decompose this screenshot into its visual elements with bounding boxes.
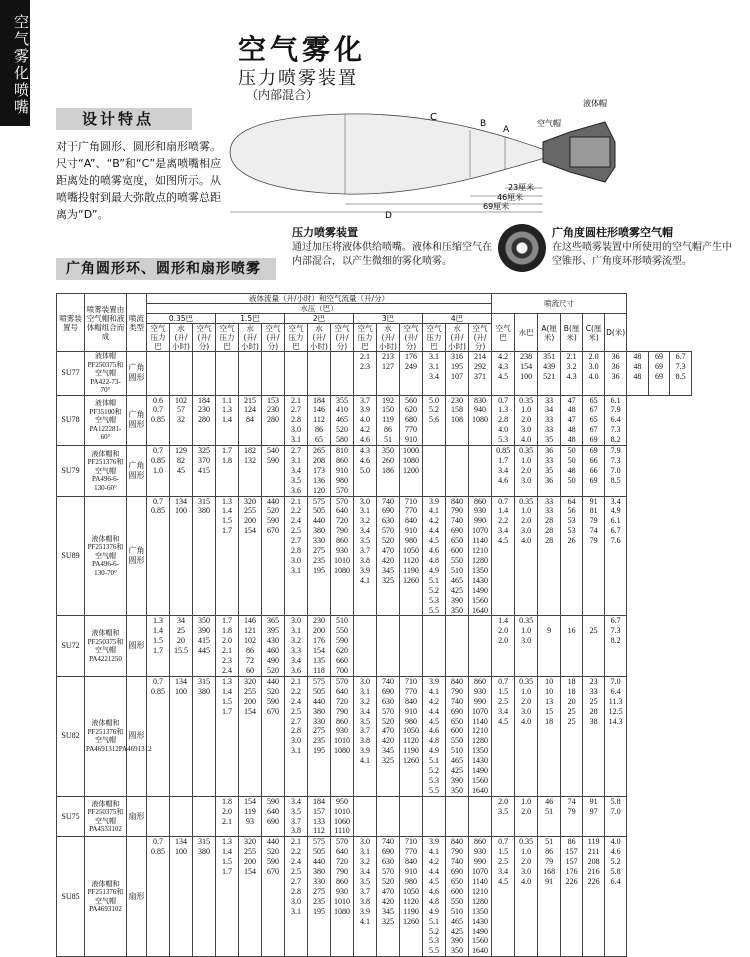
cell-value: 440 520 590 670 xyxy=(262,496,285,616)
cell-value: 2.0 3.0 4.0 xyxy=(583,352,605,396)
cell-value: 153 230 280 xyxy=(262,395,285,446)
cell-value: 0.7 1.5 2.5 3.4 4.5 xyxy=(492,676,515,796)
cell-value: 0.85 1.7 3.4 4.6 xyxy=(492,446,515,497)
cell-value: 2.1 2.2 2.4 2.5 2.7 2.8 3.0 3.1 xyxy=(285,837,308,957)
cell-value xyxy=(446,796,469,837)
cell-value: 214 292 371 xyxy=(469,352,492,396)
cell-value: 51 86 79 168 91 xyxy=(538,837,561,957)
cell-value: 10 10 13 15 18 xyxy=(538,676,561,796)
cell-value: 0.35 1.0 2.0 3.0 4.0 xyxy=(515,496,538,616)
cell-value: 315 380 xyxy=(193,837,216,957)
cell-value: 540 590 xyxy=(262,446,285,497)
header-dim: D(米) xyxy=(605,314,627,352)
cell-value: 570 640 720 790 860 930 1010 1080 xyxy=(331,496,354,616)
cell-value: 2.1 2.2 2.4 2.5 2.7 2.8 3.0 3.1 xyxy=(285,496,308,616)
spray-cloud xyxy=(230,114,545,194)
page-subsubtitle: （内部混合） xyxy=(246,88,319,102)
cell-value: 3.0 3.1 3.2 3.4 3.5 3.7 3.8 3.9 4.1 xyxy=(354,676,377,796)
cell-value: 1.8 2.0 2.1 xyxy=(216,796,239,837)
cell-value xyxy=(193,796,216,837)
cell-value xyxy=(331,352,354,396)
cell-model: SU89 xyxy=(57,496,85,616)
cell-value: 2.7 3.1 3.4 3.5 3.6 xyxy=(285,446,308,497)
cell-model: SU72 xyxy=(57,616,85,676)
cell-value: 575 505 440 380 330 275 235 195 xyxy=(308,496,331,616)
section-design-features: 设计特点 xyxy=(56,108,192,130)
dim-23cm: 23厘米 xyxy=(508,183,535,192)
cell-value: 860 930 990 1070 1140 1210 1280 1350 1430 1490 1560 1640 xyxy=(469,837,492,957)
cell-value: 7.9 7.3 7.0 8.5 xyxy=(605,446,627,497)
cell-value: 1.3 1.4 1.5 1.7 xyxy=(216,496,239,616)
cell-value: 575 505 440 380 330 275 235 195 xyxy=(308,676,331,796)
cell-assembly: 液体帽和PF250375和空气帽PA4533102 xyxy=(85,796,127,837)
header-sub: 空气(升/分) xyxy=(193,324,216,352)
cell-value: 154 119 93 xyxy=(239,796,262,837)
cell-assembly: 液体帽PF250375和空气帽PA422-73-70° xyxy=(85,352,127,396)
cell-value: 0.7 1.5 2.5 3.4 4.5 xyxy=(492,837,515,957)
cell-value: 3.0 3.1 3.2 3.4 3.5 3.7 3.8 3.9 4.1 xyxy=(354,837,377,957)
cell-model: SU85 xyxy=(57,837,85,957)
header-sub: 空气压力巴 xyxy=(285,324,308,352)
table-row xyxy=(57,837,692,957)
cell-value: 1.1 1.3 1.4 xyxy=(216,395,239,446)
cell-value: 325 370 415 xyxy=(193,446,216,497)
cell-value xyxy=(469,796,492,837)
header-sub: 水(升/小时) xyxy=(170,324,193,352)
cell-value: 840 790 740 690 650 600 550 510 465 425 390 350 xyxy=(446,837,469,957)
cell-value: 3.4 3.5 3.7 3.8 xyxy=(285,796,308,837)
cell-value xyxy=(147,352,170,396)
cell-value: 9 xyxy=(538,616,561,676)
cell-value: 184 146 112 86 65 xyxy=(308,395,331,446)
cell-value: 3.0 3.1 3.2 3.4 3.5 3.7 3.8 3.9 4.1 xyxy=(354,496,377,616)
cell-value: 6.7 7.3 8.2 xyxy=(605,616,627,676)
cell-value: 710 770 840 910 980 1050 1120 1190 1260 xyxy=(400,496,423,616)
cell-value: 351 439 521 xyxy=(538,352,561,396)
cell-value xyxy=(262,352,285,396)
cell-value: 5.8 7.0 xyxy=(605,796,627,837)
cell-value xyxy=(377,796,400,837)
page-title: 空气雾化 xyxy=(238,33,367,66)
cell-type: 广角圆形 xyxy=(127,496,147,616)
header-sub: 空气压力巴 xyxy=(216,324,239,352)
header-pressure: 1.5巴 xyxy=(216,314,285,324)
cell-value xyxy=(377,616,400,676)
header-dims: 喷流尺寸 xyxy=(492,294,627,314)
cell-value: 840 790 740 690 650 600 550 510 465 425 390 350 xyxy=(446,496,469,616)
cell-value: 1.3 1.4 1.5 1.7 xyxy=(147,616,170,676)
cell-model: SU82 xyxy=(57,676,85,796)
header-sub: 空气(升/分) xyxy=(331,324,354,352)
cell-type: 广角圆形 xyxy=(127,352,147,396)
cell-value: 560 620 680 770 910 xyxy=(400,395,423,446)
cell-assembly: 液体帽和PF250375和空气帽PA4221250 xyxy=(85,616,127,676)
cell-value: 33 33 28 28 28 xyxy=(538,496,561,616)
dim-69cm: 69厘米 xyxy=(483,202,510,211)
cell-value: 575 505 440 380 330 275 235 195 xyxy=(308,837,331,957)
caption-wide-angle xyxy=(552,226,737,269)
cell-value: 0.6 0.7 0.85 xyxy=(147,395,170,446)
cell-value: 1.7 1.8 2.0 2.1 2.3 2.4 xyxy=(216,616,239,676)
table-row xyxy=(57,676,692,796)
cell-value: 119 211 208 216 226 xyxy=(583,837,605,957)
cell-value: 36 33 35 36 xyxy=(538,446,561,497)
header-type: 喷流类型 xyxy=(127,294,147,352)
cell-value: 0.35 1.0 2.0 3.0 4.0 xyxy=(515,837,538,957)
header-sub: 空气压力巴 xyxy=(354,324,377,352)
cell-value xyxy=(308,352,331,396)
header-water-pressure: 水压（巴） xyxy=(147,304,492,314)
caption1-title: 压力喷雾装置 xyxy=(292,226,358,239)
cell-value: 23 33 25 28 38 xyxy=(583,676,605,796)
caption1-body: 通过加压将液体供给喷嘴。液体和压缩空气在内部混合，以产生微细的雾化喷雾。 xyxy=(292,242,492,267)
cell-value: 69 66 66 69 xyxy=(583,446,605,497)
cell-value: 0.35 1.0 2.0 3.0 xyxy=(515,446,538,497)
cell-value: 3.0 3.1 3.2 3.3 3.4 3.6 xyxy=(285,616,308,676)
cell-value: 860 930 990 1070 1140 1210 1280 1350 1430 1490 1560 1640 xyxy=(469,676,492,796)
cell-value: 46 51 xyxy=(538,796,561,837)
cell-value: 184 230 280 xyxy=(193,395,216,446)
cell-value: 4.0 4.6 5.2 5.8 6.4 xyxy=(605,837,627,957)
cell-value: 3.4 4.9 6.1 6.7 7.6 xyxy=(605,496,627,616)
cell-value: 3.7 3.9 4.0 4.2 4.6 xyxy=(354,395,377,446)
header-sub: 水(升/小时) xyxy=(308,324,331,352)
cell-value xyxy=(147,796,170,837)
header-dim: C(厘米) xyxy=(583,314,605,352)
cell-value xyxy=(216,352,239,396)
cell-value: 176 249 xyxy=(400,352,423,396)
cell-value: 590 640 690 xyxy=(262,796,285,837)
table-row xyxy=(57,616,692,676)
cell-value: 830 940 1080 xyxy=(469,395,492,446)
cell-assembly: 液体帽和PF251376和空气帽PA4693102 xyxy=(85,837,127,957)
table-row xyxy=(57,446,692,497)
cell-value: 74 79 xyxy=(561,796,583,837)
cell-value: 86 157 157 176 226 xyxy=(561,837,583,957)
cell-value: 134 100 xyxy=(170,496,193,616)
header-sub: 水(升/小时) xyxy=(446,324,469,352)
cell-model: SU79 xyxy=(57,446,85,497)
cell-value: 315 380 xyxy=(193,676,216,796)
caption2-body: 在这些喷雾装置中所使用的空气帽产生中空锥形、广角度环形喷雾流型。 xyxy=(552,242,732,267)
cell-value: 34 25 20 15.5 xyxy=(170,616,193,676)
header-sub: 空气压力巴 xyxy=(423,324,446,352)
cell-value xyxy=(400,616,423,676)
cell-value: 0.35 1.0 2.0 3.0 4.0 xyxy=(515,676,538,796)
cell-value: 134 100 xyxy=(170,837,193,957)
label-d: D xyxy=(385,211,392,221)
cell-value: 25 xyxy=(583,616,605,676)
cell-value: 50 50 48 50 xyxy=(561,446,583,497)
cell-value: 3.9 4.1 4.2 4.4 4.5 4.6 4.8 4.9 5.1 5.2 5.3 5.5 xyxy=(423,676,446,796)
cell-value: 91 97 xyxy=(583,796,605,837)
cell-value: 315 380 xyxy=(193,496,216,616)
table-row xyxy=(57,496,692,616)
header-dim: B(厘米) xyxy=(561,314,583,352)
cell-value: 18 18 20 25 25 xyxy=(561,676,583,796)
cell-value: 1.3 1.4 1.5 1.7 xyxy=(216,837,239,957)
cell-value: 3.1 3.1 3.4 xyxy=(423,352,446,396)
cell-value: 570 640 720 790 860 930 1010 1080 xyxy=(331,676,354,796)
cell-value: 2.1 3.2 4.3 xyxy=(561,352,583,396)
cell-value: 950 1010 1060 1110 xyxy=(331,796,354,837)
cell-assembly: 液体帽和PF251376和空气帽PA4691312PA4691312 xyxy=(85,676,127,796)
header-pressure: 2巴 xyxy=(285,314,354,324)
cell-value: 184 157 133 112 xyxy=(308,796,331,837)
cell-value: 2.1 2.3 xyxy=(354,352,377,396)
cell-value xyxy=(400,796,423,837)
cell-type: 扇形 xyxy=(127,796,147,837)
cell-value: 69 69 69 xyxy=(648,352,670,396)
cell-value: 230 158 108 xyxy=(446,395,469,446)
cell-value: 320 255 200 154 xyxy=(239,676,262,796)
cell-value: 2.1 2.2 2.4 2.5 2.7 2.8 3.0 3.1 xyxy=(285,676,308,796)
cell-value xyxy=(423,446,446,497)
cell-type: 圆形 xyxy=(127,616,147,676)
cell-value: 350 260 186 xyxy=(377,446,400,497)
cell-value: 33 34 33 33 35 xyxy=(538,395,561,446)
header-sub: 水(升/小时) xyxy=(239,324,262,352)
cell-value: 510 550 590 620 660 700 xyxy=(331,616,354,676)
header-sub: 空气压力巴 xyxy=(147,324,170,352)
cell-value: 1.0 2.0 xyxy=(515,796,538,837)
header-dim: 水巴 xyxy=(515,314,538,352)
table-row xyxy=(57,352,692,396)
cell-value: 320 255 200 154 xyxy=(239,496,262,616)
label-liquid-cap: 液体帽 xyxy=(583,99,607,108)
cell-value: 215 124 84 xyxy=(239,395,262,446)
label-a: A xyxy=(503,125,510,135)
spec-table xyxy=(56,293,692,957)
cell-value: 0.7 1.4 2.2 3.4 4.5 xyxy=(492,496,515,616)
cell-value xyxy=(446,446,469,497)
cell-value: 840 790 740 690 650 600 550 510 465 425 390 350 xyxy=(446,676,469,796)
cell-value xyxy=(423,616,446,676)
header-sub: 水(升/小时) xyxy=(377,324,400,352)
header-dim: 空气巴 xyxy=(492,314,515,352)
cell-value: 570 640 720 790 860 930 1010 1080 xyxy=(331,837,354,957)
cell-value: 350 390 415 445 xyxy=(193,616,216,676)
cell-value: 740 690 630 570 520 470 420 345 325 xyxy=(377,676,400,796)
cell-value: 1.3 1.4 1.5 1.7 xyxy=(216,676,239,796)
cell-value xyxy=(446,616,469,676)
cell-value: 440 520 590 670 xyxy=(262,676,285,796)
cell-type: 广角圆形 xyxy=(127,395,147,446)
cell-value: 0.7 0.85 xyxy=(147,676,170,796)
cell-value: 1.4 2.0 2.0 xyxy=(492,616,515,676)
cell-value xyxy=(170,796,193,837)
header-pressure: 4巴 xyxy=(423,314,492,324)
label-b: B xyxy=(480,119,487,129)
cell-value xyxy=(423,796,446,837)
cell-value: 47 48 47 48 48 xyxy=(561,395,583,446)
cell-value: 0.7 1.3 2.8 4.0 5.3 xyxy=(492,395,515,446)
side-tab: 空气雾化喷嘴 xyxy=(0,0,30,126)
caption2-title: 广角度圆柱形喷雾空气帽 xyxy=(552,226,673,239)
cell-value: 16 xyxy=(561,616,583,676)
header-sub: 空气(升/分) xyxy=(469,324,492,352)
cell-value: 2.0 3.5 xyxy=(492,796,515,837)
cell-value: 102 57 32 xyxy=(170,395,193,446)
cell-value: 48 48 48 xyxy=(627,352,649,396)
intro-text: 对于广角圆形、圆形和扇形喷雾。尺寸“A”、“B”和“C”是离喷嘴相应距离处的喷雾宽度，如图所示。从喷嘴投射到最大弥散点的喷雾总距离为“D”。 xyxy=(56,140,222,221)
cell-value: 5.0 5.2 5.6 xyxy=(423,395,446,446)
cell-value: 6.1 7.9 6.4 7.3 8.2 xyxy=(605,395,627,446)
cell-value: 1000 1080 1200 xyxy=(400,446,423,497)
dim-46cm: 46厘米 xyxy=(497,193,524,202)
cell-value: 860 930 990 1070 1140 1210 1280 1350 1430 1490 1560 1640 xyxy=(469,496,492,616)
page-subtitle: 压力喷雾装置 xyxy=(238,68,358,89)
cell-assembly: 液体帽和PF251376和空气帽PA496-6-130-70° xyxy=(85,496,127,616)
cell-value: 129 82 45 xyxy=(170,446,193,497)
cell-value: 710 770 840 910 980 1050 1120 1190 1260 xyxy=(400,837,423,957)
header-flow: 液体流量（升/小时）和空气流量（升/分） xyxy=(147,294,492,304)
cell-value: 0.35 1.0 2.0 3.0 4.0 xyxy=(515,395,538,446)
cell-value: 365 395 430 460 490 520 xyxy=(262,616,285,676)
header-pressure: 0.35巴 xyxy=(147,314,216,324)
header-assembly: 喷雾装置由空气帽和液体帽组合而成 xyxy=(85,294,127,352)
header-sub: 空气(升/分) xyxy=(262,324,285,352)
cell-value: 7.0 6.4 11.3 12.5 14.3 xyxy=(605,676,627,796)
cell-value: 0.7 0.85 xyxy=(147,496,170,616)
cell-model: SU77 xyxy=(57,352,85,396)
cell-value xyxy=(469,616,492,676)
cell-value: 64 56 53 53 26 xyxy=(561,496,583,616)
cell-value: 146 121 102 86 72 60 xyxy=(239,616,262,676)
header-pressure: 3巴 xyxy=(354,314,423,324)
cell-value: 230 200 176 154 135 118 xyxy=(308,616,331,676)
cell-value: 355 410 465 520 580 xyxy=(331,395,354,446)
cell-value: 6.7 7.3 8.5 xyxy=(670,352,692,396)
cell-assembly: 液体帽和PF251376和空气帽PA496-6-130-60° xyxy=(85,446,127,497)
cell-value xyxy=(285,352,308,396)
cell-value xyxy=(469,446,492,497)
label-c: C xyxy=(430,112,437,123)
nozzle-photo xyxy=(498,224,546,272)
header-dim: A(厘米) xyxy=(538,314,561,352)
cell-value: 65 67 65 67 69 xyxy=(583,395,605,446)
cell-value: 440 520 590 670 xyxy=(262,837,285,957)
cell-assembly: 液体帽PF35100和空气帽PA122281-60° xyxy=(85,395,127,446)
cell-value xyxy=(239,352,262,396)
cell-value: 320 255 200 154 xyxy=(239,837,262,957)
cell-value xyxy=(193,352,216,396)
cell-value: 213 127 xyxy=(377,352,400,396)
header-model: 喷雾装置号 xyxy=(57,294,85,352)
cell-value: 1.7 1.8 xyxy=(216,446,239,497)
cell-value: 192 150 119 86 51 xyxy=(377,395,400,446)
cell-value: 182 132 xyxy=(239,446,262,497)
cell-value xyxy=(354,616,377,676)
cell-model: SU75 xyxy=(57,796,85,837)
header-sub: 空气(升/分) xyxy=(400,324,423,352)
cell-value: 740 690 630 570 520 470 420 345 325 xyxy=(377,496,400,616)
cell-value: 4.3 4.6 5.0 xyxy=(354,446,377,497)
cell-value: 710 770 840 910 980 1050 1120 1190 1260 xyxy=(400,676,423,796)
cell-value: 810 860 910 980 570 xyxy=(331,446,354,497)
cell-value: 36 36 36 xyxy=(605,352,627,396)
table-row xyxy=(57,796,692,837)
table-row xyxy=(57,395,692,446)
cell-value: 134 100 xyxy=(170,676,193,796)
cell-value: 740 690 630 570 520 470 420 345 325 xyxy=(377,837,400,957)
cell-model: SU78 xyxy=(57,395,85,446)
cell-type: 圆形 xyxy=(127,676,147,796)
cell-value: 0.35 1.0 3.0 xyxy=(515,616,538,676)
cell-value xyxy=(354,796,377,837)
cell-value: 4.2 4.3 4.5 xyxy=(492,352,515,396)
cell-value: 265 208 173 136 120 xyxy=(308,446,331,497)
cell-value: 91 81 79 74 79 xyxy=(583,496,605,616)
cell-type: 扇形 xyxy=(127,837,147,957)
label-air-cap: 空气帽 xyxy=(537,119,561,128)
cell-value: 0.7 0.85 1.0 xyxy=(147,446,170,497)
cell-value: 316 195 107 xyxy=(446,352,469,396)
cell-value: 2.1 2.7 2.8 3.0 3.1 xyxy=(285,395,308,446)
section-wide-angle-spray: 广角圆形环、圆形和扇形喷雾 xyxy=(56,258,276,280)
cell-value: 238 154 100 xyxy=(515,352,538,396)
cell-value: 0.7 0.85 xyxy=(147,837,170,957)
cell-value: 3.9 4.1 4.2 4.4 4.5 4.6 4.8 4.9 5.1 5.2 5.3 5.5 xyxy=(423,496,446,616)
cell-type: 广角圆形 xyxy=(127,446,147,497)
spray-diagram xyxy=(225,92,625,227)
caption-pressure-spray xyxy=(292,226,492,269)
cell-value xyxy=(170,352,193,396)
cell-value: 3.9 4.1 4.2 4.4 4.5 4.6 4.8 4.9 5.1 5.2 5.3 5.5 xyxy=(423,837,446,957)
